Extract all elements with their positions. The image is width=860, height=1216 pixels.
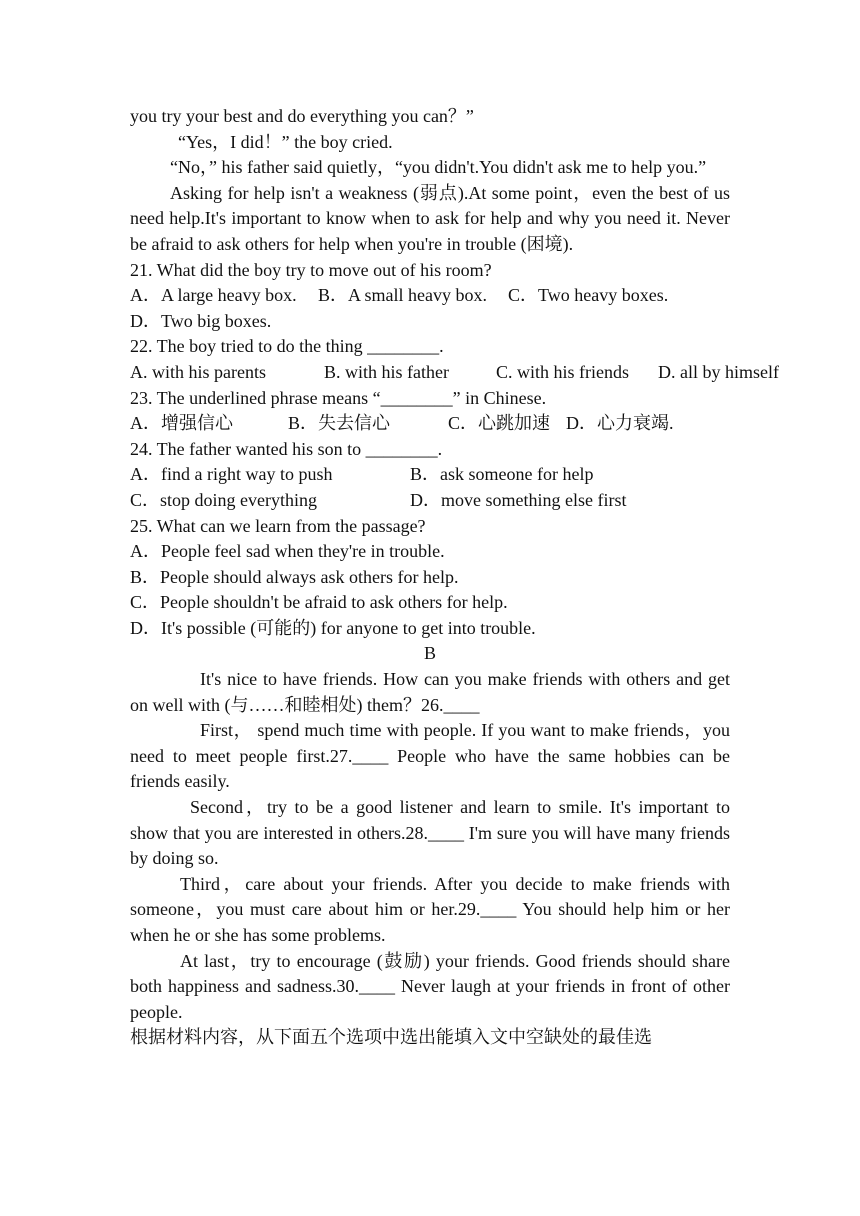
question-24-options-row-1 [130, 462, 730, 488]
option-d: D．move something else first [410, 489, 627, 510]
option-d: D. all by himself [658, 361, 779, 382]
option-c: C. with his friends [496, 361, 629, 382]
passage-b-paragraph-4: Third，care about your friends. After you decide to make friends with someone，you must care about him or her.29.____ You should help him or her when he or she has some problems. [130, 873, 730, 945]
option-d: D．It's possible (可能的) for anyone to get into trouble. [130, 617, 536, 638]
option-c: C．Two heavy boxes. [508, 285, 669, 306]
option-b: B. with his father [324, 361, 449, 382]
question-22-options [130, 360, 779, 386]
question-25: 25. What can we learn from the passage? [130, 515, 426, 536]
document-page [130, 104, 779, 1051]
question-24-options-row-2 [130, 488, 730, 514]
option-a: A．A large heavy box. [130, 285, 297, 306]
passage-b-paragraph-3: Second，try to be a good listener and learn to smile. It's important to show that you are interested in others.28.____ I'm sure you will have many friends by doing so. [130, 797, 730, 869]
option-b: B．People should always ask others for help. [130, 566, 459, 587]
option-b: B．A small heavy box. [318, 285, 487, 306]
question-24: 24. The father wanted his son to ________. [130, 438, 443, 459]
option-c: C．stop doing everything [130, 489, 317, 510]
question-23: 23. The underlined phrase means “________” in Chinese. [130, 387, 547, 408]
passage-a-line-2: “Yes，I did！” the boy cried. [178, 131, 393, 152]
instruction-text: 根据材料内容，从下面五个选项中选出能填入文中空缺处的最佳选 [130, 1027, 652, 1048]
question-22: 22. The boy tried to do the thing ________. [130, 336, 444, 357]
passage-a-paragraph-help: Asking for help isn't a weakness (弱点).At some point，even the best of us need help.It's important to know when to ask for help and why you need it. Never be afraid to ask others for help when you're in trouble (困境). [130, 182, 730, 254]
option-d: D．Two big boxes. [130, 310, 272, 331]
question-23-options [130, 411, 730, 437]
option-a: A．增强信心 [130, 413, 233, 434]
option-c: C．People shouldn't be afraid to ask others for help. [130, 592, 508, 613]
option-a: A．find a right way to push [130, 464, 333, 485]
passage-a-line-1: you try your best and do everything you can？” [130, 106, 474, 126]
option-d: D．心力衰竭. [566, 413, 674, 434]
option-a: A. with his parents [130, 361, 266, 382]
passage-b-paragraph-5: At last，try to encourage (鼓励) your friends. Good friends should share both happiness and sadness.30.____ Never laugh at your friends in front of other people. [130, 950, 730, 1022]
section-heading-b: B [423, 643, 436, 664]
passage-a-line-3: “No，” his father said quietly，“you didn't.You didn't ask me to help you.” [170, 157, 707, 178]
question-21-options [130, 283, 730, 309]
option-c: C．心跳加速 [448, 413, 551, 434]
option-b: B．失去信心 [288, 413, 391, 434]
passage-b-paragraph-1: It's nice to have friends. How can you make friends with others and get on well with (与……和睦相处) them？26.____ [130, 669, 730, 715]
option-b: B．ask someone for help [410, 464, 594, 485]
passage-b-paragraph-2: First， spend much time with people. If you want to make friends，you need to meet people first.27.____ People who have the same hobbies can be friends easily. [130, 720, 730, 792]
option-a: A．People feel sad when they're in trouble. [130, 541, 445, 562]
question-21: 21. What did the boy try to move out of his room? [130, 259, 492, 280]
